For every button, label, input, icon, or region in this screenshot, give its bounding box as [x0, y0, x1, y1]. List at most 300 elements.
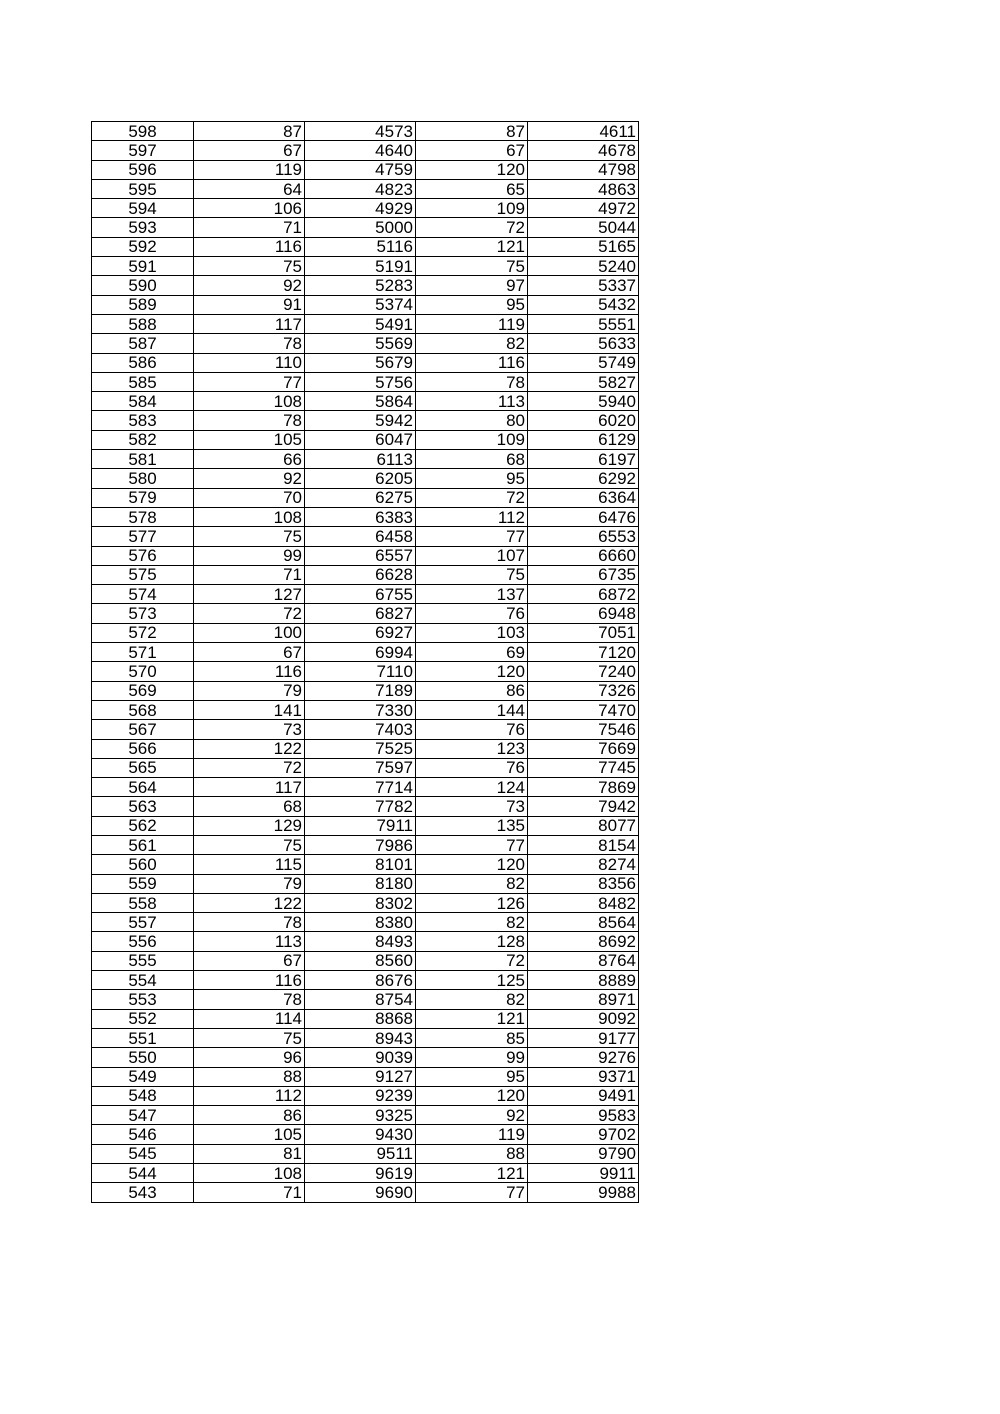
table-cell: 116: [416, 353, 528, 372]
table-cell: 75: [194, 835, 305, 854]
table-cell: 9177: [528, 1028, 639, 1047]
table-cell: 5000: [305, 218, 416, 237]
table-cell: 9325: [305, 1106, 416, 1125]
table-cell: 585: [92, 372, 194, 391]
table-cell: 567: [92, 720, 194, 739]
table-cell: 8754: [305, 990, 416, 1009]
table-cell: 543: [92, 1183, 194, 1202]
table-cell: 6557: [305, 546, 416, 565]
table-cell: 116: [194, 971, 305, 990]
table-cell: 8943: [305, 1028, 416, 1047]
table-cell: 561: [92, 835, 194, 854]
table-cell: 107: [416, 546, 528, 565]
table-row: [92, 469, 639, 488]
table-cell: 4573: [305, 122, 416, 141]
table-cell: 7714: [305, 778, 416, 797]
table-cell: 5165: [528, 237, 639, 256]
table-cell: 91: [194, 295, 305, 314]
table-cell: 113: [416, 392, 528, 411]
table-cell: 565: [92, 758, 194, 777]
table-cell: 76: [416, 720, 528, 739]
table-cell: 68: [194, 797, 305, 816]
table-cell: 119: [194, 160, 305, 179]
table-cell: 76: [416, 758, 528, 777]
table-row: [92, 237, 639, 256]
table-cell: 546: [92, 1125, 194, 1144]
table-cell: 9430: [305, 1125, 416, 1144]
table-cell: 79: [194, 681, 305, 700]
table-cell: 8676: [305, 971, 416, 990]
table-row: [92, 662, 639, 681]
table-cell: 67: [194, 951, 305, 970]
table-cell: 7782: [305, 797, 416, 816]
table-cell: 563: [92, 797, 194, 816]
table-cell: 6364: [528, 488, 639, 507]
table-cell: 8692: [528, 932, 639, 951]
table-cell: 99: [194, 546, 305, 565]
table-cell: 8564: [528, 913, 639, 932]
table-cell: 7403: [305, 720, 416, 739]
table-cell: 555: [92, 951, 194, 970]
table-cell: 7911: [305, 816, 416, 835]
score-table: [91, 121, 639, 1203]
table-cell: 8560: [305, 951, 416, 970]
table-row: [92, 179, 639, 198]
table-cell: 5749: [528, 353, 639, 372]
table-row: [92, 932, 639, 951]
table-cell: 97: [416, 276, 528, 295]
table-row: [92, 218, 639, 237]
table-cell: 135: [416, 816, 528, 835]
table-row: [92, 565, 639, 584]
table-cell: 9239: [305, 1086, 416, 1105]
table-row: [92, 990, 639, 1009]
table-cell: 5827: [528, 372, 639, 391]
table-cell: 117: [194, 314, 305, 333]
table-cell: 92: [194, 276, 305, 295]
table-cell: 549: [92, 1067, 194, 1086]
table-cell: 7189: [305, 681, 416, 700]
table-cell: 9790: [528, 1144, 639, 1163]
table-cell: 7330: [305, 700, 416, 719]
table-cell: 113: [194, 932, 305, 951]
table-cell: 9619: [305, 1164, 416, 1183]
table-cell: 6553: [528, 527, 639, 546]
table-cell: 64: [194, 179, 305, 198]
table-cell: 8971: [528, 990, 639, 1009]
table-cell: 6476: [528, 507, 639, 526]
table-cell: 9690: [305, 1183, 416, 1202]
table-cell: 590: [92, 276, 194, 295]
table-cell: 557: [92, 913, 194, 932]
table-cell: 4678: [528, 141, 639, 160]
table-cell: 558: [92, 893, 194, 912]
table-cell: 592: [92, 237, 194, 256]
table-cell: 570: [92, 662, 194, 681]
table-row: [92, 971, 639, 990]
table-cell: 82: [416, 913, 528, 932]
table-cell: 116: [194, 237, 305, 256]
table-cell: 6927: [305, 623, 416, 642]
table-cell: 597: [92, 141, 194, 160]
table-cell: 67: [194, 141, 305, 160]
table-cell: 5940: [528, 392, 639, 411]
table-row: [92, 353, 639, 372]
table-cell: 116: [194, 662, 305, 681]
table-cell: 73: [194, 720, 305, 739]
table-cell: 72: [194, 758, 305, 777]
table-cell: 109: [416, 430, 528, 449]
table-cell: 569: [92, 681, 194, 700]
table-row: [92, 122, 639, 141]
table-row: [92, 160, 639, 179]
table-row: [92, 893, 639, 912]
table-cell: 82: [416, 990, 528, 1009]
table-cell: 9039: [305, 1048, 416, 1067]
table-cell: 8101: [305, 855, 416, 874]
table-cell: 586: [92, 353, 194, 372]
table-row: [92, 141, 639, 160]
table-cell: 588: [92, 314, 194, 333]
table-cell: 112: [416, 507, 528, 526]
table-row: [92, 951, 639, 970]
table-row: [92, 604, 639, 623]
table-cell: 8380: [305, 913, 416, 932]
table-cell: 87: [416, 122, 528, 141]
table-cell: 7525: [305, 739, 416, 758]
table-cell: 5240: [528, 257, 639, 276]
table-cell: 8302: [305, 893, 416, 912]
table-cell: 92: [194, 469, 305, 488]
table-cell: 7986: [305, 835, 416, 854]
table-row: [92, 874, 639, 893]
table-cell: 554: [92, 971, 194, 990]
table-cell: 8493: [305, 932, 416, 951]
table-cell: 121: [416, 1164, 528, 1183]
table-cell: 6275: [305, 488, 416, 507]
table-cell: 121: [416, 237, 528, 256]
table-cell: 117: [194, 778, 305, 797]
table-cell: 556: [92, 932, 194, 951]
table-cell: 78: [194, 913, 305, 932]
table-cell: 9911: [528, 1164, 639, 1183]
table-cell: 4611: [528, 122, 639, 141]
table-cell: 4972: [528, 199, 639, 218]
table-cell: 572: [92, 623, 194, 642]
table-cell: 123: [416, 739, 528, 758]
table-cell: 99: [416, 1048, 528, 1067]
table-cell: 6872: [528, 585, 639, 604]
table-cell: 105: [194, 430, 305, 449]
table-cell: 77: [416, 835, 528, 854]
table-cell: 120: [416, 1086, 528, 1105]
table-cell: 582: [92, 430, 194, 449]
table-cell: 75: [194, 257, 305, 276]
table-cell: 71: [194, 218, 305, 237]
table-row: [92, 276, 639, 295]
table-cell: 86: [416, 681, 528, 700]
table-cell: 4823: [305, 179, 416, 198]
table-cell: 594: [92, 199, 194, 218]
table-cell: 8889: [528, 971, 639, 990]
table-cell: 589: [92, 295, 194, 314]
table-cell: 110: [194, 353, 305, 372]
table-cell: 71: [194, 565, 305, 584]
table-cell: 125: [416, 971, 528, 990]
table-row: [92, 488, 639, 507]
table-cell: 120: [416, 662, 528, 681]
table-cell: 75: [416, 257, 528, 276]
table-cell: 6020: [528, 411, 639, 430]
table-row: [92, 334, 639, 353]
table-row: [92, 1106, 639, 1125]
table-cell: 560: [92, 855, 194, 874]
table-cell: 115: [194, 855, 305, 874]
table-cell: 6129: [528, 430, 639, 449]
table-cell: 584: [92, 392, 194, 411]
table-cell: 4640: [305, 141, 416, 160]
table-row: [92, 913, 639, 932]
table-cell: 78: [416, 372, 528, 391]
table-row: [92, 816, 639, 835]
table-cell: 9988: [528, 1183, 639, 1202]
table-cell: 550: [92, 1048, 194, 1067]
table-cell: 68: [416, 450, 528, 469]
table-cell: 120: [416, 855, 528, 874]
table-row: [92, 1164, 639, 1183]
table-cell: 566: [92, 739, 194, 758]
table-cell: 92: [416, 1106, 528, 1125]
table-cell: 144: [416, 700, 528, 719]
table-cell: 547: [92, 1106, 194, 1125]
table-cell: 122: [194, 739, 305, 758]
table-cell: 5679: [305, 353, 416, 372]
table-cell: 581: [92, 450, 194, 469]
table-cell: 6660: [528, 546, 639, 565]
table-row: [92, 199, 639, 218]
table-cell: 141: [194, 700, 305, 719]
table-cell: 82: [416, 874, 528, 893]
table-cell: 4798: [528, 160, 639, 179]
table-cell: 5044: [528, 218, 639, 237]
table-cell: 5374: [305, 295, 416, 314]
table-cell: 6458: [305, 527, 416, 546]
table-cell: 67: [194, 643, 305, 662]
table-cell: 75: [194, 527, 305, 546]
table-cell: 120: [416, 160, 528, 179]
table-cell: 106: [194, 199, 305, 218]
table-row: [92, 585, 639, 604]
table-cell: 72: [416, 951, 528, 970]
table-cell: 4863: [528, 179, 639, 198]
table-row: [92, 295, 639, 314]
table-cell: 591: [92, 257, 194, 276]
table-cell: 8180: [305, 874, 416, 893]
table-cell: 544: [92, 1164, 194, 1183]
table-cell: 65: [416, 179, 528, 198]
table-cell: 72: [194, 604, 305, 623]
table-cell: 559: [92, 874, 194, 893]
table-cell: 128: [416, 932, 528, 951]
table-cell: 105: [194, 1125, 305, 1144]
table-cell: 596: [92, 160, 194, 179]
table-cell: 119: [416, 1125, 528, 1144]
table-row: [92, 797, 639, 816]
table-cell: 6197: [528, 450, 639, 469]
table-cell: 8482: [528, 893, 639, 912]
table-cell: 126: [416, 893, 528, 912]
table-cell: 593: [92, 218, 194, 237]
table-row: [92, 430, 639, 449]
table-cell: 9491: [528, 1086, 639, 1105]
table-cell: 75: [416, 565, 528, 584]
table-cell: 568: [92, 700, 194, 719]
table-cell: 578: [92, 507, 194, 526]
table-row: [92, 1028, 639, 1047]
table-row: [92, 411, 639, 430]
score-table-body: [92, 122, 639, 1203]
table-cell: 575: [92, 565, 194, 584]
table-cell: 77: [416, 1183, 528, 1202]
table-cell: 72: [416, 218, 528, 237]
table-cell: 103: [416, 623, 528, 642]
table-cell: 8868: [305, 1009, 416, 1028]
table-cell: 7745: [528, 758, 639, 777]
table-cell: 7051: [528, 623, 639, 642]
table-cell: 562: [92, 816, 194, 835]
table-row: [92, 392, 639, 411]
table-cell: 95: [416, 469, 528, 488]
table-cell: 85: [416, 1028, 528, 1047]
table-cell: 5432: [528, 295, 639, 314]
table-cell: 8077: [528, 816, 639, 835]
table-cell: 571: [92, 643, 194, 662]
table-cell: 573: [92, 604, 194, 623]
table-cell: 6292: [528, 469, 639, 488]
table-cell: 80: [416, 411, 528, 430]
table-cell: 109: [416, 199, 528, 218]
table-cell: 6383: [305, 507, 416, 526]
table-row: [92, 1086, 639, 1105]
table-row: [92, 1183, 639, 1202]
table-cell: 119: [416, 314, 528, 333]
table-cell: 108: [194, 507, 305, 526]
table-cell: 127: [194, 585, 305, 604]
table-cell: 73: [416, 797, 528, 816]
table-cell: 7942: [528, 797, 639, 816]
table-row: [92, 681, 639, 700]
table-cell: 564: [92, 778, 194, 797]
table-cell: 69: [416, 643, 528, 662]
table-row: [92, 257, 639, 276]
table-cell: 88: [194, 1067, 305, 1086]
table-row: [92, 739, 639, 758]
table-cell: 122: [194, 893, 305, 912]
table-cell: 5551: [528, 314, 639, 333]
table-cell: 7240: [528, 662, 639, 681]
table-cell: 545: [92, 1144, 194, 1163]
table-cell: 577: [92, 527, 194, 546]
table-row: [92, 527, 639, 546]
table-cell: 67: [416, 141, 528, 160]
table-cell: 108: [194, 392, 305, 411]
table-cell: 95: [416, 295, 528, 314]
table-cell: 129: [194, 816, 305, 835]
table-cell: 576: [92, 546, 194, 565]
table-cell: 5864: [305, 392, 416, 411]
table-cell: 9702: [528, 1125, 639, 1144]
table-cell: 5756: [305, 372, 416, 391]
table-cell: 7869: [528, 778, 639, 797]
table-cell: 112: [194, 1086, 305, 1105]
table-cell: 9583: [528, 1106, 639, 1125]
table-cell: 87: [194, 122, 305, 141]
table-cell: 6047: [305, 430, 416, 449]
table-cell: 583: [92, 411, 194, 430]
table-cell: 6735: [528, 565, 639, 584]
table-row: [92, 720, 639, 739]
table-row: [92, 546, 639, 565]
table-cell: 5337: [528, 276, 639, 295]
table-cell: 6827: [305, 604, 416, 623]
table-cell: 574: [92, 585, 194, 604]
table-cell: 5633: [528, 334, 639, 353]
table-cell: 7470: [528, 700, 639, 719]
table-cell: 598: [92, 122, 194, 141]
table-row: [92, 1009, 639, 1028]
table-cell: 8274: [528, 855, 639, 874]
table-row: [92, 1048, 639, 1067]
table-cell: 7546: [528, 720, 639, 739]
table-cell: 100: [194, 623, 305, 642]
table-cell: 76: [416, 604, 528, 623]
table-cell: 108: [194, 1164, 305, 1183]
table-cell: 86: [194, 1106, 305, 1125]
table-cell: 5283: [305, 276, 416, 295]
table-cell: 9276: [528, 1048, 639, 1067]
table-row: [92, 507, 639, 526]
table-cell: 70: [194, 488, 305, 507]
table-cell: 71: [194, 1183, 305, 1202]
table-row: [92, 643, 639, 662]
table-cell: 7326: [528, 681, 639, 700]
table-cell: 137: [416, 585, 528, 604]
table-cell: 78: [194, 334, 305, 353]
table-cell: 579: [92, 488, 194, 507]
table-cell: 9511: [305, 1144, 416, 1163]
table-cell: 9092: [528, 1009, 639, 1028]
table-cell: 88: [416, 1144, 528, 1163]
table-cell: 6628: [305, 565, 416, 584]
table-cell: 553: [92, 990, 194, 1009]
table-cell: 580: [92, 469, 194, 488]
table-cell: 7110: [305, 662, 416, 681]
table-cell: 72: [416, 488, 528, 507]
table-cell: 7120: [528, 643, 639, 662]
table-row: [92, 1067, 639, 1086]
table-cell: 95: [416, 1067, 528, 1086]
table-row: [92, 1144, 639, 1163]
table-cell: 6755: [305, 585, 416, 604]
table-row: [92, 450, 639, 469]
table-cell: 7597: [305, 758, 416, 777]
table-cell: 4759: [305, 160, 416, 179]
table-cell: 548: [92, 1086, 194, 1105]
table-cell: 96: [194, 1048, 305, 1067]
table-cell: 595: [92, 179, 194, 198]
table-cell: 78: [194, 990, 305, 1009]
table-cell: 5569: [305, 334, 416, 353]
